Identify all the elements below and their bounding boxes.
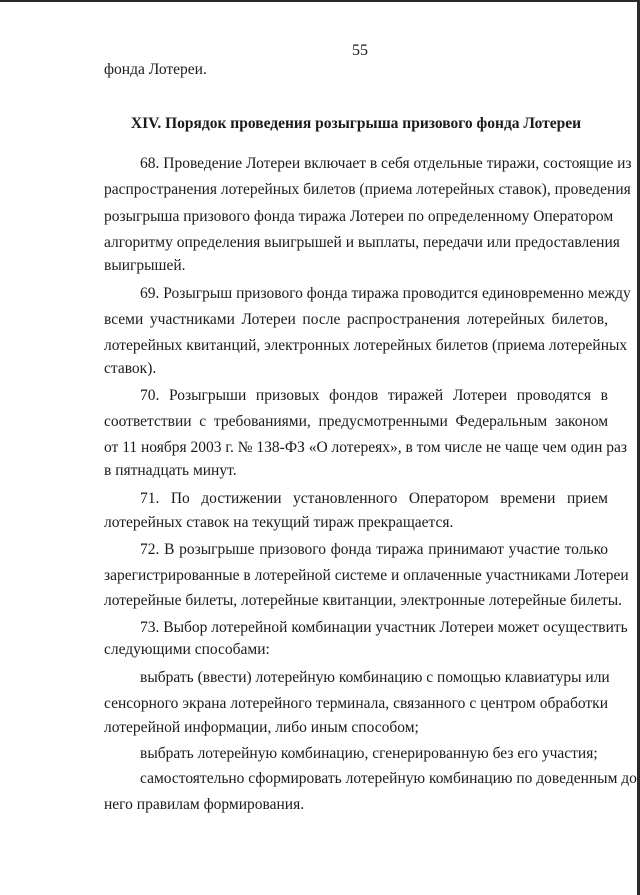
text-line: лотерейных квитанций, электронных лотерейных билетов (приема лотерейных	[104, 337, 628, 354]
text-line: фонда Лотереи.	[104, 61, 207, 78]
page-number: 55	[352, 42, 368, 59]
text-line: лотерейные билеты, лотерейные квитанции, электронные лотерейные билеты.	[104, 592, 623, 609]
text-line: выбрать лотерейную комбинацию, сгенерированную без его участия;	[140, 745, 598, 762]
text-line: розыгрыша призового фонда тиража Лотереи по определенному Оператором	[104, 208, 614, 225]
scan-border-top	[0, 0, 640, 2]
text-line: лотерейной информации, либо иным способом;	[104, 719, 419, 736]
text-line: следующими способами:	[104, 641, 270, 658]
text-line: всеми участниками Лотереи после распространения лотерейных билетов,	[104, 311, 608, 328]
text-line: лотерейных ставок на текущий тираж прекращается.	[104, 514, 454, 531]
text-line: выигрышей.	[104, 257, 186, 274]
text-line: 72. В розыгрыше призового фонда тиража принимают участие только	[140, 541, 608, 558]
text-line: алгоритму определения выигрышей и выплаты, передачи или предоставления	[104, 234, 620, 251]
text-line: 68. Проведение Лотереи включает в себя отдельные тиражи, состоящие из	[140, 155, 632, 172]
text-line: 71. По достижении установленного Оператором времени прием	[140, 490, 608, 507]
text-line: ставок).	[104, 360, 157, 377]
text-line: 70. Розыгрыши призовых фондов тиражей Лотереи проводятся в	[140, 387, 608, 404]
section-heading: XIV. Порядок проведения розыгрыша призового фонда Лотереи	[130, 115, 582, 132]
text-line: в пятнадцать минут.	[104, 462, 237, 479]
text-line: сенсорного экрана лотерейного терминала, связанного с центром обработки	[104, 695, 608, 712]
text-line: соответствии с требованиями, предусмотренными Федеральным законом	[104, 413, 608, 430]
text-line: выбрать (ввести) лотерейную комбинацию с помощью клавиатуры или	[140, 669, 610, 686]
text-line: 69. Розыгрыш призового фонда тиража проводится единовременно между	[140, 285, 631, 302]
text-line: зарегистрированные в лотерейной системе и оплаченные участниками Лотереи	[104, 567, 629, 584]
text-line: него правилам формирования.	[104, 796, 305, 813]
text-line: от 11 ноября 2003 г. № 138-ФЗ «О лотереях», в том числе не чаще чем один раз	[104, 439, 628, 456]
text-line: 73. Выбор лотерейной комбинации участник Лотереи может осуществить	[140, 619, 628, 636]
text-line: самостоятельно сформировать лотерейную комбинацию по доведенным до	[140, 770, 637, 787]
text-line: распространения лотерейных билетов (приема лотерейных ставок), проведения	[104, 181, 631, 198]
